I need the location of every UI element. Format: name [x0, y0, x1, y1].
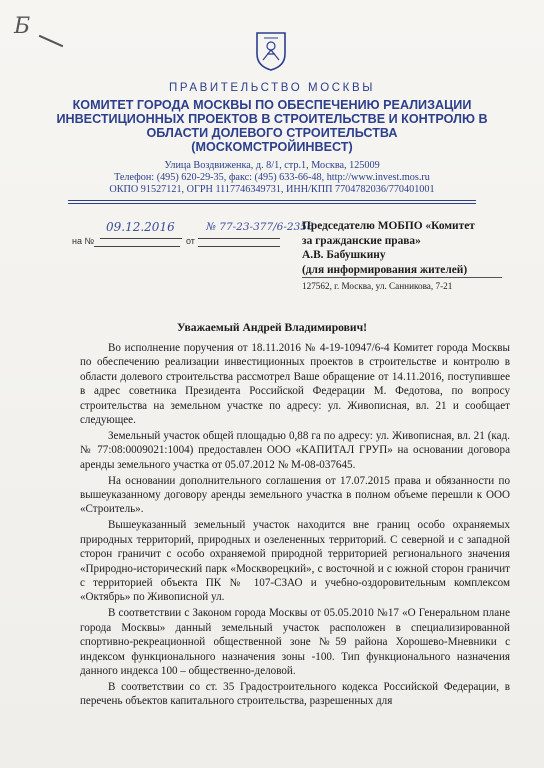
reference-number-label: на № — [72, 236, 95, 246]
committee-codes: ОКПО 91527121, ОГРН 1117746349731, ИНН/КПП 7704782036/770401001 — [109, 184, 435, 195]
body-paragraph: Вышеуказанный земельный участок находится вне границ особо охраняемых природных территорий, природных и озелененных территорий. С северной и с западной сторон граничит с особо охраняемой природной территорией регионального значения «Природно-исторический парк «Москворецкий», с восточной и с южной сторон граничит с территорией объекта ПК № 107-СЗАО и учебно-оздоровительным комплексом «Октябрь» по Живописной ул. — [80, 519, 510, 604]
committee-line: (МОСКОМСТРОЙИНВЕСТ) — [191, 140, 353, 154]
header-divider — [68, 200, 476, 201]
body-paragraph: В соответствии с Законом города Москвы от 05.05.2010 №17 «О Генеральном плане города Москвы» данный земельный участок расположен в специализированной спортивно-рекреационной общественной зоне №59 района Хорошево-Мневники с индексом функционального назначения зоны -100. Тип функционального назначения данного индекса 100 – общественно-деловой. — [80, 607, 510, 677]
reference-number-line — [94, 246, 180, 247]
committee-address: Улица Воздвиженка, д. 8/1, стр.1, Москва, 125009 — [164, 160, 380, 171]
committee-contacts — [0, 160, 544, 196]
recipient-address: 127562, г. Москва, ул. Санникова, 7-21 — [302, 281, 453, 291]
moscow-coat-of-arms-icon — [254, 30, 288, 72]
header-divider-thin — [68, 203, 476, 204]
committee-phone-fax: Телефон: (495) 620-29-35, факс: (495) 633-66-48, http://www.invest.mos.ru — [114, 172, 430, 183]
committee-line: КОМИТЕТ ГОРОДА МОСКВЫ ПО ОБЕСПЕЧЕНИЮ РЕАЛИЗАЦИИ — [72, 98, 472, 112]
handwritten-stroke — [39, 35, 64, 47]
recipient-divider — [302, 277, 502, 278]
registration-number-line — [198, 238, 280, 239]
committee-line: ОБЛАСТИ ДОЛЕВОГО СТРОИТЕЛЬСТВА — [146, 126, 398, 140]
registration-number: № 77-23-377/6-2356 — [206, 221, 314, 233]
reference-date-label: от — [186, 236, 195, 246]
handwritten-mark: Б — [14, 14, 31, 39]
registration-date-line — [100, 238, 182, 239]
reference-date-line — [198, 246, 280, 247]
body-paragraph: На основании дополнительного соглашения от 17.07.2015 права и обязанности по вышеуказанному договору аренды земельного участка в полном объеме перешли к ООО «Строитель». — [80, 474, 510, 516]
registration-date: 09.12.2016 — [106, 220, 175, 234]
committee-line: ИНВЕСТИЦИОННЫХ ПРОЕКТОВ В СТРОИТЕЛЬСТВЕ И КОНТРОЛЮ В — [56, 112, 488, 126]
recipient-line: за гражданские права» — [302, 234, 421, 247]
recipient-line: (для информирования жителей) — [302, 263, 468, 276]
body-paragraph: В соответствии со ст. 35 Градостроительного кодекса Российской Федерации, в перечень объектов капитального строительства, разрешенных для — [80, 680, 510, 708]
government-name: ПРАВИТЕЛЬСТВО МОСКВЫ — [168, 82, 376, 94]
committee-name — [40, 98, 504, 154]
recipient-line: А.В. Бабушкину — [302, 249, 386, 262]
recipient-block — [302, 219, 522, 277]
salutation: Уважаемый Андрей Владимирович! — [176, 321, 368, 334]
body-paragraph: Во исполнение поручения от 18.11.2016 № 4-19-10947/6-4 Комитет города Москвы по обеспечению реализации инвестиционных проектов в строительстве и контролю в области долевого строительства рассмотрел Ваше обращение от 14.11.2016, поступившее в адрес советника Президента Российской Федерации М. Федотова, по вопросу строительства на земельном участке по адресу: ул. Живописная, вл. 21 и сообщает следующее. — [80, 342, 510, 427]
recipient-line: Председателю МОБПО «Комитет — [302, 220, 475, 232]
body-paragraph: Земельный участок общей площадью 0,88 га по адресу: ул. Живописная, вл. 21 (кад. № 77:08:0009021:1004) предоставлен ООО «КАПИТАЛ ГРУП» на основании договора аренды земельного участка от 05.07.2012 № М-08-037645. — [80, 429, 510, 471]
letter-body — [80, 341, 510, 710]
